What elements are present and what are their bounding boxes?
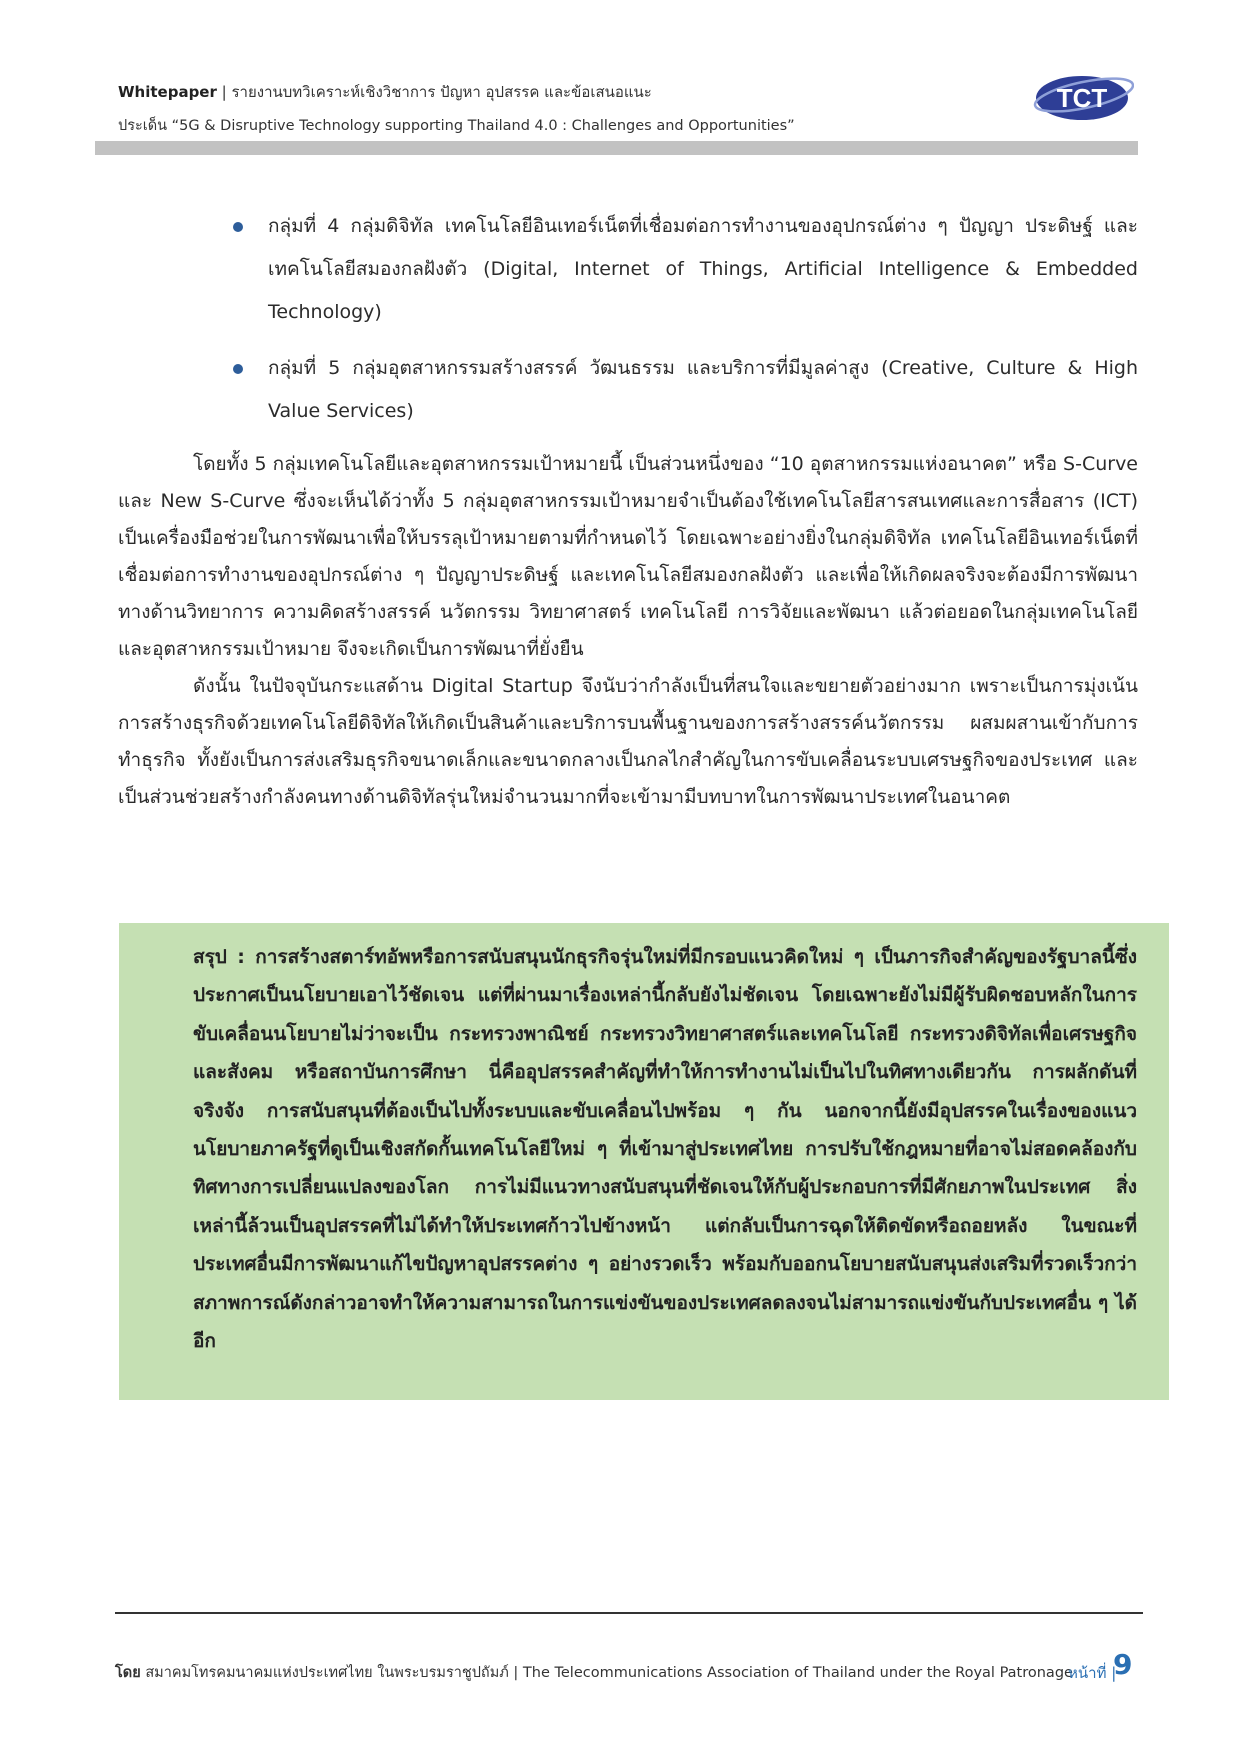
summary-box bbox=[119, 923, 1169, 1400]
main-content bbox=[118, 205, 1138, 835]
footer-credit bbox=[115, 1661, 1073, 1684]
bullet-item bbox=[118, 205, 1138, 334]
bullet-text: กลุ่มที่ 4 กลุ่มดิจิทัล เทคโนโลยีอินเทอร์เน็ตที่เชื่อมต่อการทำงานของอุปกรณ์ต่าง ๆ ปัญญา ประดิษฐ์ และเทคโนโลยีสมองกลฝังตัว (Digital, Internet of Things, Artificial Intelligence & Embedded Technology) bbox=[268, 215, 1138, 323]
header-divider-bar bbox=[95, 141, 1138, 155]
bullet-dot-icon bbox=[233, 222, 243, 232]
summary-text: สรุป : การสร้างสตาร์ทอัพหรือการสนับสนุนนักธุรกิจรุ่นใหม่ที่มีกรอบแนวคิดใหม่ ๆ เป็นภารกิจสำคัญของรัฐบาลนี้ซึ่งประกาศเป็นนโยบายเอาไว้ชัดเจน แต่ที่ผ่านมาเรื่องเหล่านี้กลับยังไม่ชัดเจน โดยเฉพาะยังไม่มีผู้รับผิดชอบหลักในการขับเคลื่อนนโยบายไม่ว่าจะเป็น กระทรวงพาณิชย์ กระทรวงวิทยาศาสตร์และเทคโนโลยี กระทรวงดิจิทัลเพื่อเศรษฐกิจและสังคม หรือสถาบันการศึกษา นี่คืออุปสรรคสำคัญที่ทำให้การทำงานไม่เป็นไปในทิศทางเดียวกัน การผลักดันที่จริงจัง การสนับสนุนที่ต้องเป็นไปทั้งระบบและขับเคลื่อนไปพร้อม ๆ กัน นอกจากนี้ยังมีอุปสรรคในเรื่องของแนวนโยบายภาครัฐที่ดูเป็นเชิงสกัดกั้นเทคโนโลยีใหม่ ๆ ที่เข้ามาสู่ประเทศไทย การปรับใช้กฎหมายที่อาจไม่สอดคล้องกับทิศทางการเปลี่ยนแปลงของโลก การไม่มีแนวทางสนับสนุนที่ชัดเจนให้กับผู้ประกอบการที่มีศักยภาพในประเทศ สิ่งเหล่านี้ล้วนเป็นอุปสรรคที่ไม่ได้ทำให้ประเทศก้าวไปข้างหน้า แต่กลับเป็นการฉุดให้ติดขัดหรือถอยหลัง ในขณะที่ประเทศอื่นมีการพัฒนาแก้ไขปัญหาอุปสรรคต่าง ๆ อย่างรวดเร็ว พร้อมกับออกนโยบายสนับสนุนส่งเสริมที่รวดเร็วกว่า สภาพการณ์ดังกล่าวอาจทำให้ความสามารถในการแข่งขันของประเทศลดลงจนไม่สามารถแข่งขันกับประเทศอื่น ๆ ได้อีก bbox=[193, 946, 1137, 1353]
page-label: หน้าที่ | bbox=[1068, 1664, 1117, 1682]
header-brand: Whitepaper bbox=[118, 83, 217, 101]
footer-divider bbox=[115, 1612, 1143, 1614]
logo-text: TCT bbox=[1056, 83, 1108, 113]
bullet-dot-icon bbox=[233, 364, 243, 374]
bullet-item bbox=[118, 347, 1138, 433]
paragraph: โดยทั้ง 5 กลุ่มเทคโนโลยีและอุตสาหกรรมเป้าหมายนี้ เป็นส่วนหนึ่งของ “10 อุตสาหกรรมแห่งอนาคต” หรือ S-Curve และ New S-Curve ซึ่งจะเห็นได้ว่าทั้ง 5 กลุ่มอุตสาหกรรมเป้าหมายจำเป็นต้องใช้เทคโนโลยีสารสนเทศและการสื่อสาร (ICT) เป็นเครื่องมือช่วยในการพัฒนาเพื่อให้บรรลุเป้าหมายตามที่กำหนดไว้ โดยเฉพาะอย่างยิ่งในกลุ่มดิจิทัล เทคโนโลยีอินเทอร์เน็ตที่เชื่อมต่อการทำงานของอุปกรณ์ต่าง ๆ ปัญญาประดิษฐ์ และเทคโนโลยีสมองกลฝังตัว และเพื่อให้เกิดผลจริงจะต้องมีการพัฒนาทางด้านวิทยาการ ความคิดสร้างสรรค์ นวัตกรรม วิทยาศาสตร์ เทคโนโลยี การวิจัยและพัฒนา แล้วต่อยอดในกลุ่มเทคโนโลยีและอุตสาหกรรมเป้าหมาย จึงจะเกิดเป็นการพัฒนาที่ยั่งยืน bbox=[118, 453, 1138, 660]
header-title bbox=[118, 80, 652, 104]
header-subtitle: | รายงานบทวิเคราะห์เชิงวิชาการ ปัญหา อุปสรรค และข้อเสนอแนะ bbox=[221, 83, 652, 101]
footer-org: สมาคมโทรคมนาคมแห่งประเทศไทย ในพระบรมราชูปถัมภ์ | The Telecommunications Association of Thailand under the Royal Patronage bbox=[145, 1665, 1073, 1681]
page-number: 9 bbox=[1113, 1648, 1133, 1681]
footer-by-label: โดย bbox=[115, 1665, 141, 1681]
header-topic: ประเด็น “5G & Disruptive Technology supporting Thailand 4.0 : Challenges and Opportunities” bbox=[118, 118, 795, 134]
tct-logo bbox=[1030, 64, 1134, 126]
paragraph: ดังนั้น ในปัจจุบันกระแสด้าน Digital Startup จึงนับว่ากำลังเป็นที่สนใจและขยายตัวอย่างมาก เพราะเป็นการมุ่งเน้นการสร้างธุรกิจด้วยเทคโนโลยีดิจิทัลให้เกิดเป็นสินค้าและบริการบนพื้นฐานของการสร้างสรรค์นวัตกรรม ผสมผสานเข้ากับการทำธุรกิจ ทั้งยังเป็นการส่งเสริมธุรกิจขนาดเล็กและขนาดกลางเป็นกลไกสำคัญในการขับเคลื่อนระบบเศรษฐกิจของประเทศ และเป็นส่วนช่วยสร้างกำลังคนทางด้านดิจิทัลรุ่นใหม่จำนวนมากที่จะเข้ามามีบทบาทในการพัฒนาประเทศในอนาคต bbox=[118, 675, 1138, 808]
bullet-text: กลุ่มที่ 5 กลุ่มอุตสาหกรรมสร้างสรรค์ วัฒนธรรม และบริการที่มีมูลค่าสูง (Creative, Culture & High Value Services) bbox=[268, 357, 1138, 422]
